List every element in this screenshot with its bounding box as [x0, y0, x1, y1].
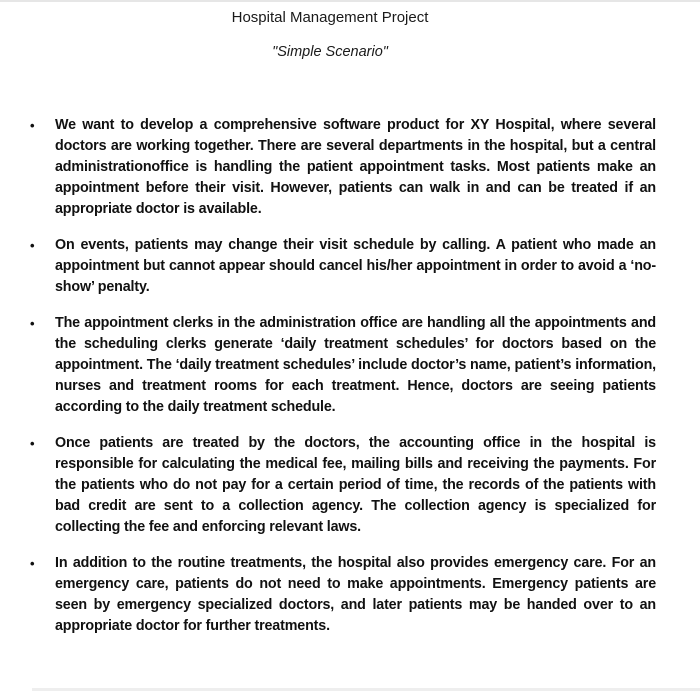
scenario-bullet-list: [0, 115, 700, 652]
bullet-item: [0, 553, 700, 637]
bullet-dot-icon: •: [30, 316, 35, 331]
bullet-text: In addition to the routine treatments, the hospital also provides emergency care. For an emergency care, patients do not need to make appointments. Emergency patients are seen by emergency specialized doctors, and later patients may be handed over to an appropriate doctor for further treatments.: [55, 555, 656, 634]
bullet-dot-icon: •: [30, 436, 35, 451]
page-top-edge: [0, 0, 700, 2]
bullet-dot-icon: •: [30, 118, 35, 133]
bullet-dot-icon: •: [30, 238, 35, 253]
bullet-text: We want to develop a comprehensive software product for XY Hospital, where several doctors are working together. There are several departments in the hospital, but a central administrationoffice is handling the patient appointment tasks. Most patients make an appointment before their visit. However, patients can walk in and can be treated if an appropriate doctor is available.: [55, 117, 656, 217]
bullet-text: On events, patients may change their visit schedule by calling. A patient who made an appointment but cannot appear should cancel his/her appointment in order to avoid a ‘no-show’ penalty.: [55, 237, 656, 295]
document-subtitle: "Simple Scenario": [272, 44, 388, 60]
document-title: Hospital Management Project: [231, 9, 429, 26]
bullet-item: [0, 313, 700, 418]
bullet-text: Once patients are treated by the doctors, the accounting office in the hospital is responsible for calculating the medical fee, mailing bills and receiving the payments. For the patients who do not pay for a certain period of time, the records of the patients with bad credit are sent to a collection agency. The collection agency is specialized for collecting the fee and enforcing relevant laws.: [55, 435, 656, 535]
bullet-item: [0, 433, 700, 538]
bullet-text: The appointment clerks in the administration office are handling all the appointments and the scheduling clerks generate ‘daily treatment schedules’ for doctors based on the appointment. The ‘daily treatment schedules’ include doctor’s name, patient’s information, nurses and treatment rooms for each treatment. Hence, doctors are seeing patients according to the daily treatment schedule.: [55, 315, 656, 415]
bullet-dot-icon: •: [30, 556, 35, 571]
bullet-item: [0, 235, 700, 298]
bullet-item: [0, 115, 700, 220]
